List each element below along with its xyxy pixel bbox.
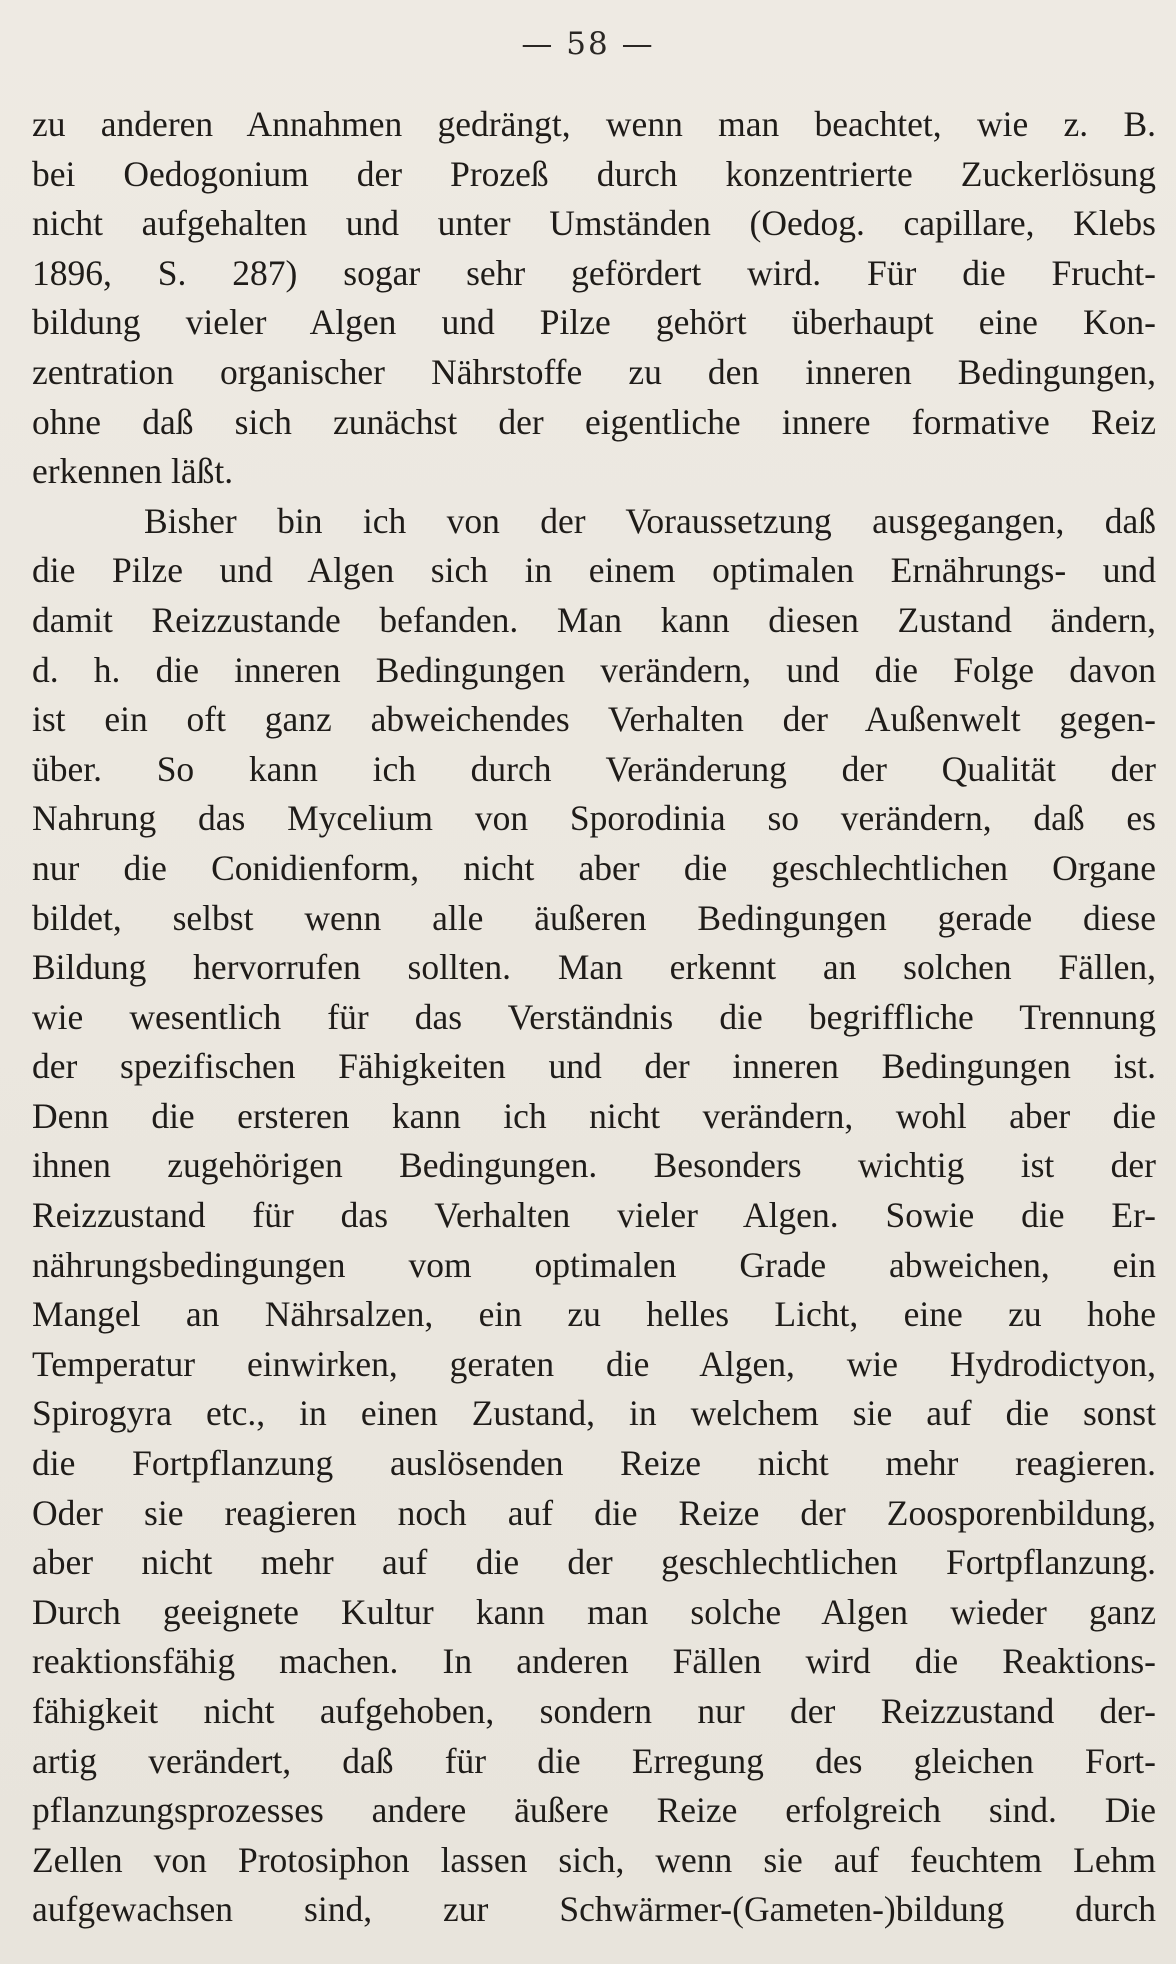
text-line: wie wesentlich für das Verständnis die begriffliche Trennung <box>32 996 1156 1037</box>
text-line: bildung vieler Algen und Pilze gehört überhaupt eine Kon- <box>32 302 1156 343</box>
text-line: Nahrung das Mycelium von Sporodinia so verändern, daß es <box>32 798 1156 839</box>
text-line: zentration organischer Nährstoffe zu den inneren Bedingungen, <box>32 351 1156 392</box>
text-line: d. h. die inneren Bedingungen verändern, und die Folge davon <box>32 649 1156 690</box>
text-line-paragraph-end: erkennen läßt. <box>32 451 234 492</box>
text-line-paragraph-start: Bisher bin ich von der Voraussetzung ausgegangen, daß <box>144 500 1156 541</box>
text-line: Bildung hervorrufen sollten. Man erkennt an solchen Fällen, <box>32 947 1156 988</box>
text-line: bildet, selbst wenn alle äußeren Bedingungen gerade diese <box>32 897 1156 938</box>
text-line: Reizzustand für das Verhalten vieler Algen. Sowie die Er- <box>32 1195 1156 1236</box>
text-line: nährungsbedingungen vom optimalen Grade abweichen, ein <box>32 1244 1156 1285</box>
page-number: — 58 — <box>521 26 655 62</box>
text-line: Durch geeignete Kultur kann man solche Algen wieder ganz <box>32 1591 1156 1632</box>
text-line: ist ein oft ganz abweichendes Verhalten der Außenwelt gegen- <box>32 699 1156 740</box>
text-line: Spirogyra etc., in einen Zustand, in welchem sie auf die sonst <box>32 1393 1156 1434</box>
text-line: Denn die ersteren kann ich nicht verändern, wohl aber die <box>32 1095 1156 1136</box>
text-line: die Fortpflanzung auslösenden Reize nicht mehr reagieren. <box>32 1443 1156 1484</box>
text-line: pflanzungsprozesses andere äußere Reize erfolgreich sind. Die <box>32 1790 1156 1831</box>
text-line: aufgewachsen sind, zur Schwärmer-(Gameten-)bildung durch <box>32 1889 1156 1930</box>
text-line: 1896, S. 287) sogar sehr gefördert wird. Für die Frucht- <box>32 252 1156 293</box>
text-line: zu anderen Annahmen gedrängt, wenn man beachtet, wie z. B. <box>32 104 1156 144</box>
text-line: damit Reizzustande befanden. Man kann diesen Zustand ändern, <box>32 599 1156 640</box>
text-line: Mangel an Nährsalzen, ein zu helles Licht, eine zu hohe <box>32 1294 1156 1335</box>
text-line: Zellen von Protosiphon lassen sich, wenn sie auf feuchtem Lehm <box>32 1839 1156 1880</box>
text-line: ihnen zugehörigen Bedingungen. Besonders wichtig ist der <box>32 1145 1156 1186</box>
text-line: Temperatur einwirken, geraten die Algen, wie Hydrodictyon, <box>32 1343 1156 1384</box>
text-line: die Pilze und Algen sich in einem optimalen Ernährungs- und <box>32 550 1156 591</box>
text-line: reaktionsfähig machen. In anderen Fällen wird die Reaktions- <box>32 1641 1156 1682</box>
text-line: ohne daß sich zunächst der eigentliche innere formative Reiz <box>32 401 1156 442</box>
body-text <box>32 100 1156 1935</box>
text-line: nur die Conidienform, nicht aber die geschlechtlichen Organe <box>32 847 1156 888</box>
text-line: der spezifischen Fähigkeiten und der inneren Bedingungen ist. <box>32 1046 1156 1087</box>
text-line: über. So kann ich durch Veränderung der Qualität der <box>32 748 1156 789</box>
text-line: Oder sie reagieren noch auf die Reize der Zoosporenbildung, <box>32 1492 1156 1533</box>
text-line: fähigkeit nicht aufgehoben, sondern nur der Reizzustand der- <box>32 1691 1156 1731</box>
text-line: nicht aufgehalten und unter Umständen (Oedog. capillare, Klebs <box>32 203 1156 244</box>
text-line: aber nicht mehr auf die der geschlechtlichen Fortpflanzung. <box>32 1542 1156 1583</box>
text-line: bei Oedogonium der Prozeß durch konzentrierte Zuckerlösung <box>32 153 1156 194</box>
text-line: artig verändert, daß für die Erregung des gleichen Fort- <box>32 1740 1156 1781</box>
